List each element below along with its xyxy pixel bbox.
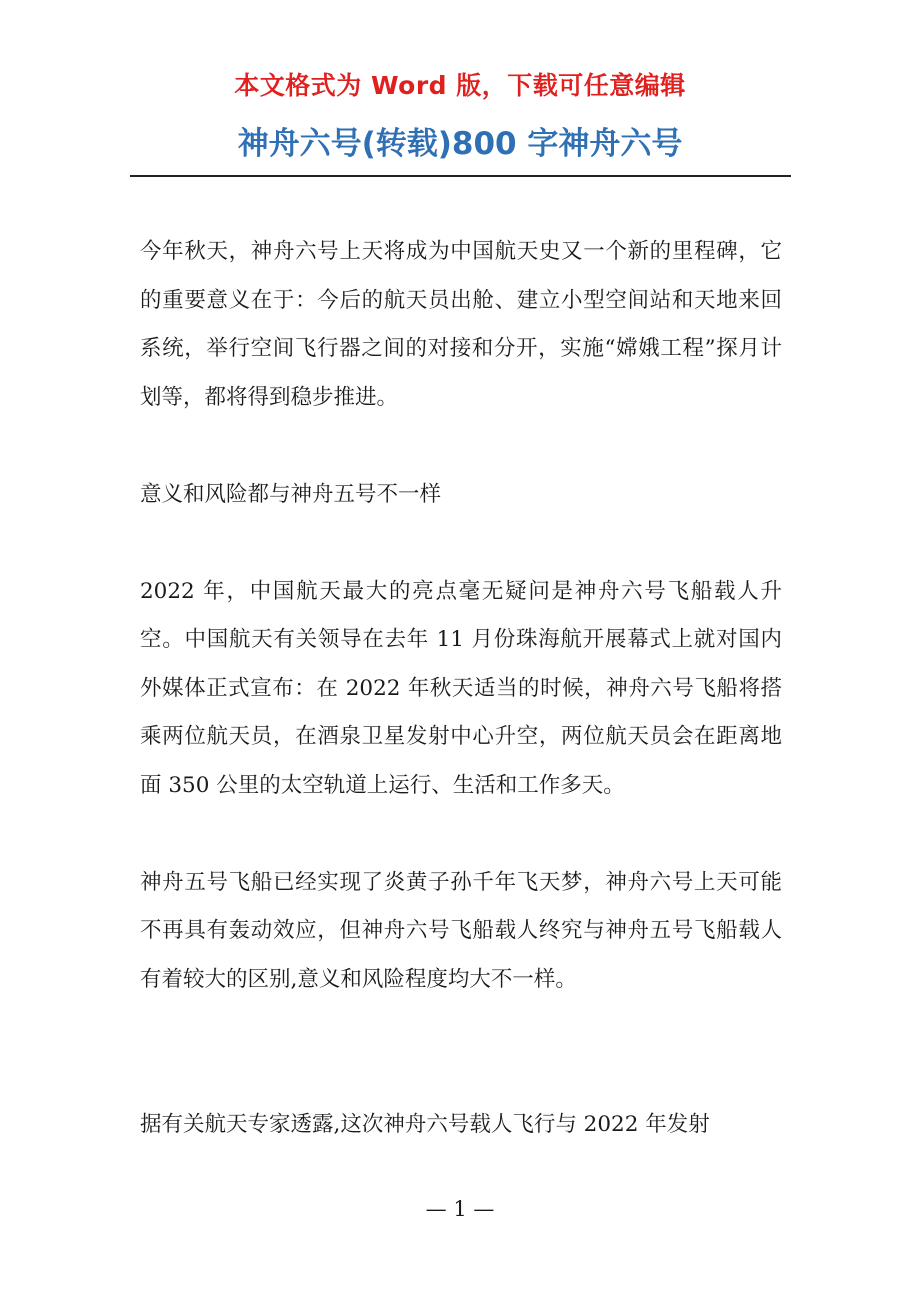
paragraph-subheading: 意义和风险都与神舟五号不一样 (140, 481, 442, 507)
paragraph-expert: 据有关航天专家透露,这次神舟六号载人飞行与 2022 年发射 (140, 1112, 710, 1137)
paragraph-announcement: 2022 年，中国航天最大的亮点毫无疑问是神舟六号飞船载人升空。中国航天有关领导在去年 11 月份珠海航开展幕式上就对国内外媒体正式宣布：在 2022 年秋天适当的时候，神舟六号飞船将搭乘两位航天员，在酒泉卫星发射中心升空，两位航天员会在距离地面 350 公里的太空轨道上运行、生活和工作多天。 (140, 578, 782, 798)
page-number: — 1 — (425, 1197, 495, 1221)
word-format-banner: 本文格式为 Word 版，下载可任意编辑 (234, 71, 686, 100)
paragraph-comparison: 神舟五号飞船已经实现了炎黄子孙千年飞天梦，神舟六号上天可能不再具有轰动效应，但神舟六号飞船载人终究与神舟五号飞船载人有着较大的区别,意义和风险程度均大不一样。 (140, 869, 782, 992)
document-title: 神舟六号(转载)800 字神舟六号 (237, 126, 683, 162)
title-divider (130, 175, 791, 177)
document-body (140, 228, 782, 1198)
paragraph-intro: 今年秋天，神舟六号上天将成为中国航天史又一个新的里程碑，它的重要意义在于：今后的航天员出舱、建立小型空间站和天地来回系统，举行空间飞行器之间的对接和分开，实施“嫦娥工程”探月计划等，都将得到稳步推进。 (140, 239, 782, 410)
